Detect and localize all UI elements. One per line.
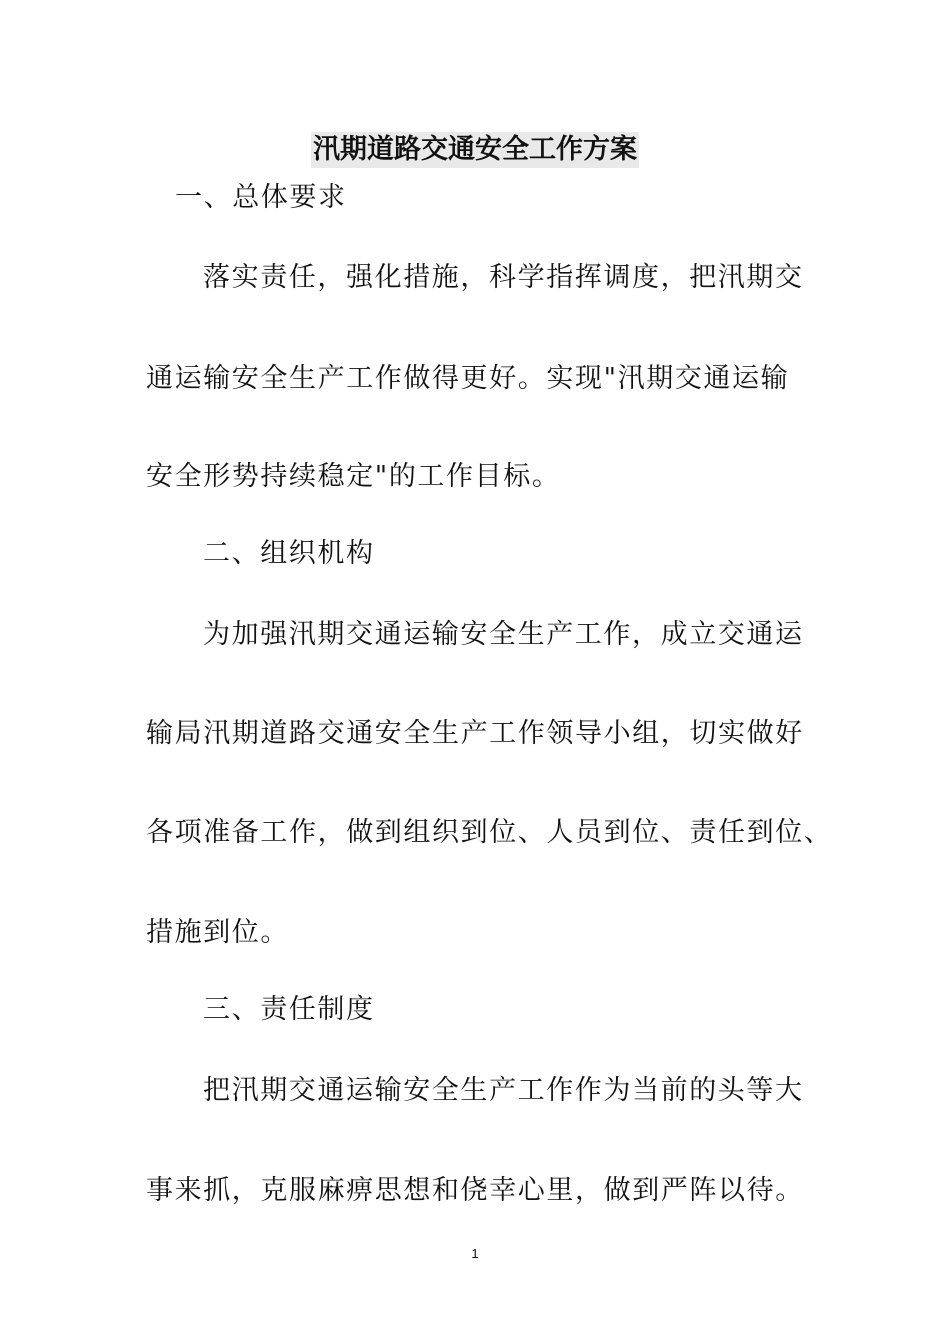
- section-heading-3: 三、责任制度: [203, 994, 375, 1025]
- section-heading-2: 二、组织机构: [203, 538, 375, 569]
- paragraph-line: 通运输安全生产工作做得更好。实现"汛期交通运输: [146, 363, 790, 394]
- paragraph-line: 各项准备工作，做到组织到位、人员到位、责任到位、: [146, 817, 833, 848]
- paragraph-line: 安全形势持续稳定"的工作目标。: [146, 461, 561, 492]
- section-heading-1: 一、总体要求: [175, 182, 347, 213]
- paragraph-line: 措施到位。: [146, 917, 289, 948]
- page-number: 1: [471, 1246, 479, 1261]
- paragraph-line: 落实责任，强化措施，科学指挥调度，把汛期交: [203, 262, 804, 293]
- title-wrapper: [0, 132, 950, 168]
- paragraph-line: 事来抓，克服麻痹思想和侥幸心里，做到严阵以待。: [146, 1175, 804, 1206]
- paragraph-line: 把汛期交通运输安全生产工作作为当前的头等大: [203, 1075, 804, 1106]
- document-title: 汛期道路交通安全工作方案: [311, 132, 639, 168]
- paragraph-line: 输局汛期道路交通安全生产工作领导小组，切实做好: [146, 718, 804, 749]
- paragraph-line: 为加强汛期交通运输安全生产工作，成立交通运: [203, 619, 804, 650]
